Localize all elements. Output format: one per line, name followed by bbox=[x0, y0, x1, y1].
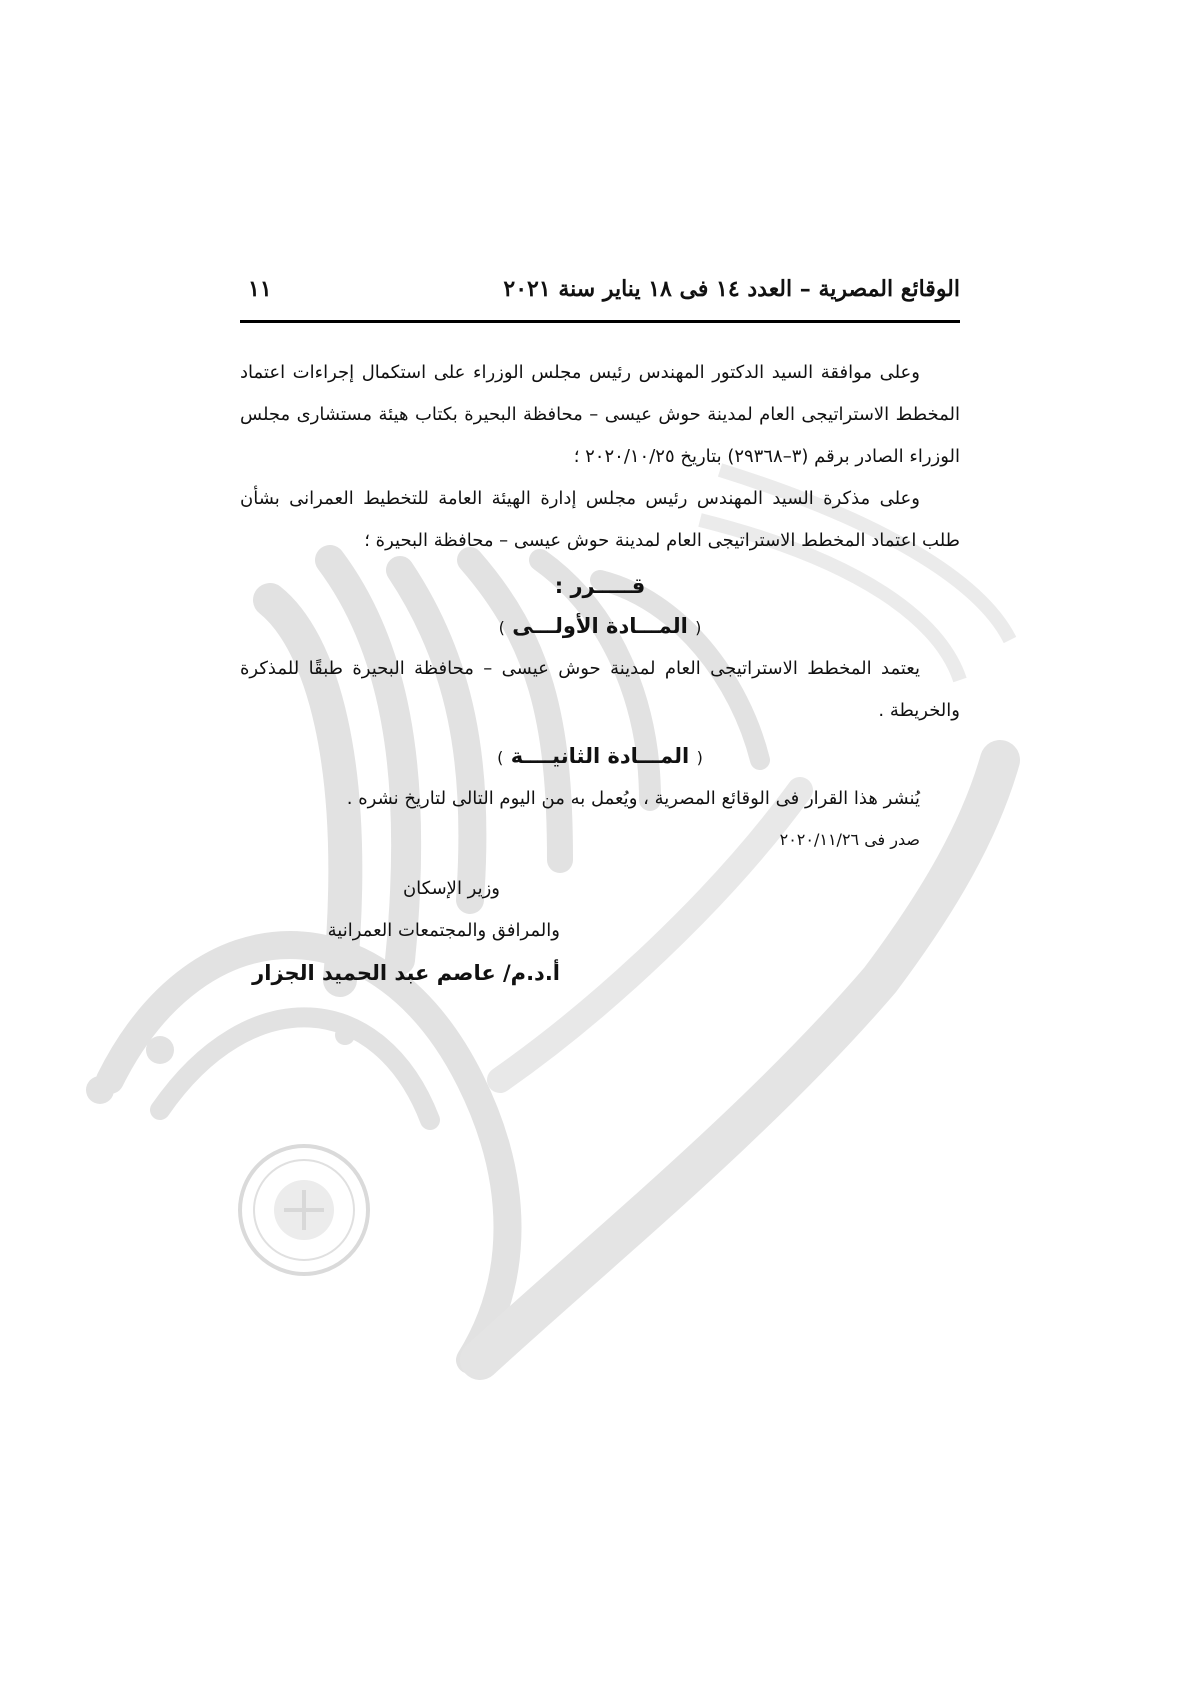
document-body bbox=[240, 352, 960, 994]
article-1-text: يعتمد المخطط الاستراتيجى العام لمدينة حوش عيسى – محافظة البحيرة طبقًا للمذكرة والخريطة . bbox=[240, 658, 960, 721]
article-2-heading: ( المـــادة الثانيــــة ) bbox=[497, 744, 703, 768]
minister-name: أ.د.م/ عاصم عبد الحميد الجزار bbox=[252, 961, 560, 985]
article-1-heading: ( المـــادة الأولـــى ) bbox=[498, 614, 702, 638]
article-1-title: المـــادة الأولـــى bbox=[512, 614, 688, 638]
issue-date: صدر فى ٢٠٢٠/١١/٢٦ bbox=[779, 830, 920, 849]
article-2-title: المـــادة الثانيــــة bbox=[510, 744, 690, 768]
seal-stamp bbox=[234, 1140, 374, 1280]
gazette-title: الوقائع المصرية – العدد ١٤ فى ١٨ يناير سنة ٢٠٢١ bbox=[503, 276, 960, 302]
minister-title-line2: والمرافق والمجتمعات العمرانية bbox=[327, 920, 560, 941]
paragraph-memo: وعلى مذكرة السيد المهندس رئيس مجلس إدارة الهيئة العامة للتخطيط العمرانى بشأن طلب اعتماد المخطط الاستراتيجى العام لمدينة حوش عيسى – محافظة البحيرة ؛ bbox=[240, 488, 960, 551]
signature-block bbox=[240, 868, 560, 994]
decision-heading: قـــــرر : bbox=[554, 574, 646, 598]
page-header bbox=[240, 268, 960, 323]
article-2-text: يُنشر هذا القرار فى الوقائع المصرية ، ويُعمل به من اليوم التالى لتاريخ نشره . bbox=[346, 788, 920, 809]
page-number: ١١ bbox=[248, 276, 272, 302]
paragraph-approval: وعلى موافقة السيد الدكتور المهندس رئيس مجلس الوزراء على استكمال إجراءات اعتماد المخطط الاستراتيجى العام لمدينة حوش عيسى – محافظة البحيرة بكتاب هيئة مستشارى مجلس الوزراء الصادر برقم (٣–٢٩٣٦٨) بتاريخ ٢٠٢٠/١٠/٢٥ ؛ bbox=[240, 362, 960, 467]
minister-title-line1: وزير الإسكان bbox=[402, 878, 500, 899]
